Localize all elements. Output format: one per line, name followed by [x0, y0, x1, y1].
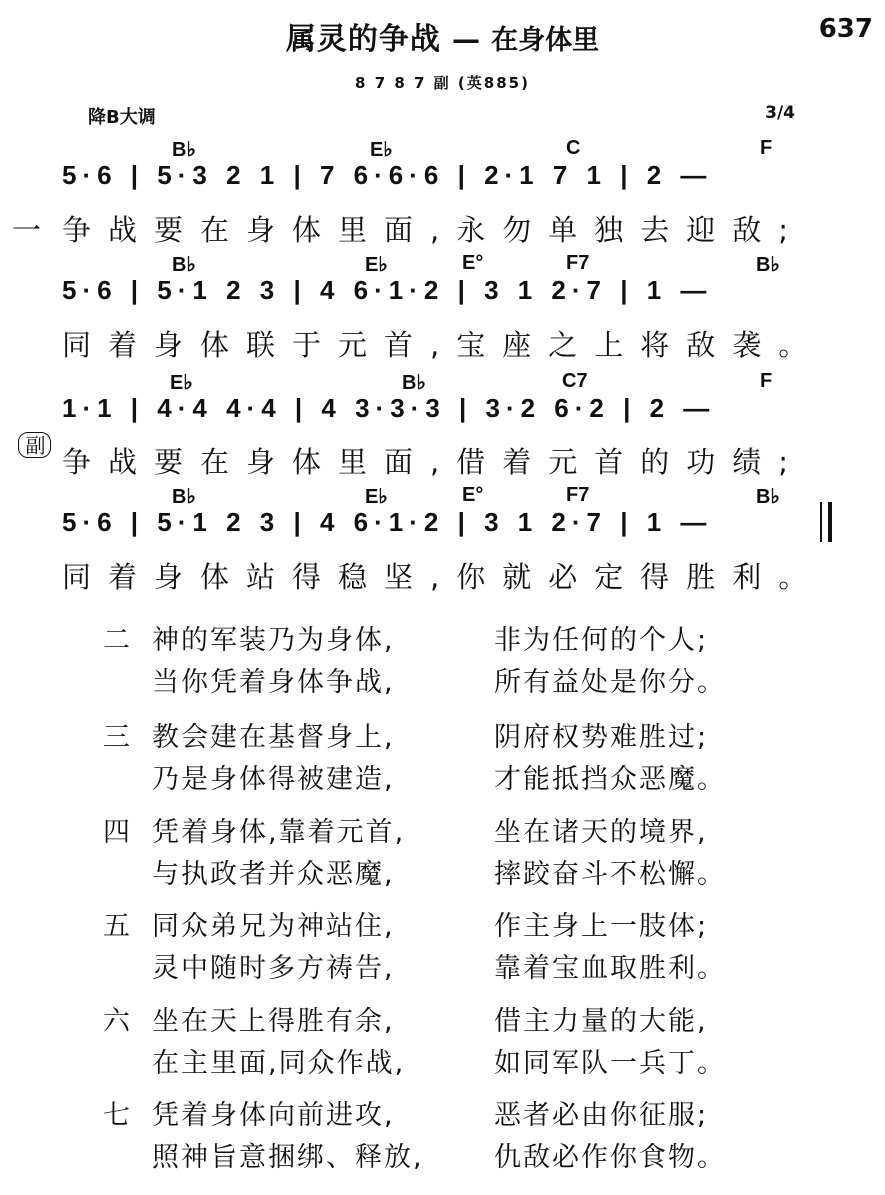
- chord: F: [760, 137, 773, 159]
- verse-line: 同众弟兄为神站住,: [152, 911, 395, 942]
- hymn-subtitle: 在身体里: [491, 25, 600, 56]
- notation-line: 1·1 | 4·4 4·4 | 4 3·3·3 | 3·2 6·2 | 2 —: [62, 393, 716, 423]
- meter-info: 8 7 8 7 副 (英885): [355, 74, 530, 92]
- chord: B♭: [756, 254, 780, 276]
- chord: E♭: [365, 254, 388, 276]
- verse-line: 凭着身体向前进攻,: [152, 1100, 395, 1131]
- notation-line: 5·6 | 5·3 2 1 | 7 6·6·6 | 2·1 7 1 | 2 —: [62, 160, 713, 190]
- verse-line: 借主力量的大能,: [494, 1006, 708, 1037]
- verse-line: 所有益处是你分。: [494, 667, 726, 698]
- verse-line: 如同军队一兵丁。: [494, 1048, 726, 1079]
- verse-line: 恶者必由你征服;: [494, 1100, 709, 1131]
- verse-line: 才能抵挡众恶魔。: [494, 764, 726, 795]
- chord: C7: [562, 370, 588, 392]
- verse-line: 灵中随时多方祷告,: [152, 953, 395, 984]
- chord: F: [760, 370, 773, 392]
- verse-line: 与执政者并众恶魔,: [152, 859, 395, 890]
- verse-line: 非为任何的个人;: [494, 625, 709, 656]
- chord: B♭: [402, 372, 426, 394]
- verse-line: 阴府权势难胜过;: [494, 722, 709, 753]
- chord: B♭: [172, 486, 196, 508]
- notation-line: 5·6 | 5·1 2 3 | 4 6·1·2 | 3 1 2·7 | 1 —: [62, 275, 713, 305]
- lyric-line: 争战要在身体里面,永勿单独去迎敌;: [62, 213, 805, 247]
- verse-number: 二: [103, 625, 130, 656]
- verse-line: 摔跤奋斗不松懈。: [494, 859, 726, 890]
- verse-line: 乃是身体得被建造,: [152, 764, 395, 795]
- verse-number: 四: [103, 817, 130, 848]
- chord: F7: [566, 252, 590, 274]
- chord: B♭: [756, 486, 780, 508]
- chord: E°: [462, 252, 484, 274]
- chord: E♭: [170, 372, 193, 394]
- notation-line: 5·6 | 5·1 2 3 | 4 6·1·2 | 3 1 2·7 | 1 —: [62, 507, 713, 537]
- hymn-number: 637: [818, 14, 873, 44]
- final-barline-thin: [820, 502, 822, 542]
- lyric-line: 争战要在身体里面,借着元首的功绩;: [62, 445, 805, 479]
- chord: E♭: [365, 486, 388, 508]
- verse-line: 神的军装乃为身体,: [152, 625, 395, 656]
- verse-line: 凭着身体,靠着元首,: [152, 817, 406, 848]
- verse-lead: 一: [12, 213, 59, 247]
- final-barline: [828, 502, 832, 542]
- chord: E°: [462, 484, 484, 506]
- verse-line: 坐在诸天的境界,: [494, 817, 708, 848]
- verse-line: 坐在天上得胜有余,: [152, 1006, 395, 1037]
- verse-line: 教会建在基督身上,: [152, 722, 395, 753]
- hymn-title: 属灵的争战: [285, 22, 441, 57]
- verse-line: 靠着宝血取胜利。: [494, 953, 726, 984]
- verse-line: 当你凭着身体争战,: [152, 667, 395, 698]
- lyric-line: 同着身体站得稳坚,你就必定得胜利。: [62, 560, 825, 594]
- chord: B♭: [172, 139, 196, 161]
- chord: E♭: [370, 139, 393, 161]
- verse-line: 照神旨意捆绑、释放,: [152, 1142, 424, 1173]
- verse-number: 五: [103, 911, 130, 942]
- lyric-line: 同着身体联于元首,宝座之上将敌袭。: [62, 328, 825, 362]
- key-signature: 降B大调: [88, 107, 156, 128]
- hymn-title-block: [0, 14, 885, 58]
- refrain-mark: 副: [18, 432, 51, 458]
- verse-number: 六: [103, 1006, 130, 1037]
- chord: F7: [566, 484, 590, 506]
- chord: B♭: [172, 254, 196, 276]
- verse-line: 仇敌必作你食物。: [494, 1142, 726, 1173]
- verse-line: 在主里面,同众作战,: [152, 1048, 406, 1079]
- verse-number: 三: [103, 722, 130, 753]
- chord: C: [566, 137, 581, 159]
- verse-line: 作主身上一肢体;: [494, 911, 709, 942]
- time-signature: 3/4: [765, 103, 795, 123]
- verse-number: 七: [103, 1100, 130, 1131]
- title-dash: —: [452, 23, 480, 56]
